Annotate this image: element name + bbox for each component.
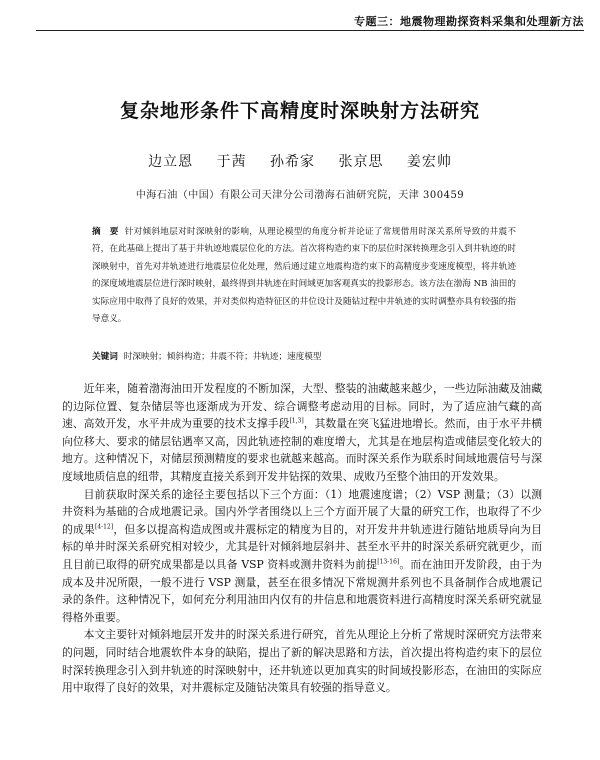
- running-head: 专题三：地震物理勘探资料采集和处理新方法: [354, 15, 584, 28]
- author: 于茜: [216, 154, 247, 170]
- keywords-text: 时深映射；倾斜构造；井震不符；井轨迹；速度模型: [123, 352, 322, 362]
- paragraph: 目前获取时深关系的途径主要包括以下三个方面：（1）地震速度谱；（2）VSP 测量；（3）以测井资料为基础的合成地震记录。国内外学者围绕以上三个方面开展了大量的研究工作，也取得了不少的成果[4-12]，但多以提高构造成图或井震标定的精度为目的，对开发井井轨迹进行随钻地质导向为目标的单井时深关系研究相对较少，尤其是针对倾斜地层斜井、甚至水平井的时深关系研究就更少，而且目前已取得的研究成果都是以具备 VSP 资料或测井资料为前提[13-16]。而在油田开发阶段，由于为成本及井况所限，一般不进行 VSP 测量，甚至在很多情况下常规测井系列也不具备制作合成地震记录的条件。这种情况下，如何充分利用油田内仅有的井信息和地震资料进行高精度时深关系研究就显得格外重要。: [62, 487, 543, 624]
- body-text: [62, 380, 542, 697]
- abstract-text: 针对倾斜地层对时深映射的影响，从理论模型的角度分析并论证了常规借用时深关系所导致的井震不符，在此基础上提出了基于井轨迹地震层位化的方法。首次将构造约束下的层位时深转换理念引入到井轨迹的时深映射中，首先对井轨迹进行地震层位化处理，然后通过建立地震构造约束下的高精度步变速度模型，将井轨迹的深度域地震层位进行深时映射，最终得到井轨迹在时间域更加客观真实的投影形态。该方法在渤海 NB 油田的实际应用中取得了良好的效果，并对类似构造特征区的井位设计及随钻过程中井轨迹的实时调整亦具有较强的指导意义。: [92, 227, 516, 325]
- paragraph: 本文主要针对倾斜地层开发井的时深关系进行研究，首先从理论上分析了常规时深研究方法带来的问题，同时结合地震软件本身的缺陷，提出了新的解决思路和方法，首次提出将构造约束下的层位时深转换理念引入到井轨迹的时深映射中，还井轨迹以更加真实的时间域投影形态，在油田的实际应用中取得了良好的效果，对井震标定及随钻决策具有较强的指导意义。: [62, 628, 542, 695]
- author: 张京思: [338, 154, 384, 170]
- citation[interactable]: [4-12]: [95, 523, 114, 531]
- citation[interactable]: [13-16]: [377, 558, 400, 566]
- citation[interactable]: [1,3]: [289, 417, 304, 425]
- abstract-label: 摘 要: [92, 227, 119, 237]
- author-list: [0, 151, 600, 171]
- header-rule: [36, 30, 584, 31]
- author: 姜宏帅: [406, 154, 452, 170]
- affiliation: 中海石油（中国）有限公司天津分公司渤海石油研究院，天津 300459: [135, 190, 465, 201]
- paragraph: 近年来，随着渤海油田开发程度的不断加深，大型、整装的油藏越来越少，一些边际油藏及油藏的边际位置、复杂储层等也逐渐成为开发、综合调整考虑动用的目标。同时，为了适应油气藏的高速、高效开发，水平井成为重要的技术支撑手段[1,3]，其数量在突飞猛进地增长。然而，由于水平井横向位移大、要求的储层钻遇率又高，因此轨迹控制的难度增大，尤其是在地层构造或储层变化较大的地方。这种情况下，对储层预测精度的要求也就越来越高。而时深关系作为联系时间域地震信号与深度域地质信息的纽带，其精度直接关系到开发井钻探的效果、成败乃至整个油田的开发效果。: [62, 382, 542, 483]
- author: 孙希家: [270, 154, 315, 170]
- keywords: [92, 350, 516, 364]
- paper-title: 复杂地形条件下高精度时深映射方法研究: [119, 100, 480, 122]
- keywords-label: 关键词: [92, 352, 118, 362]
- author: 边立恩: [148, 154, 194, 170]
- abstract: [92, 224, 516, 328]
